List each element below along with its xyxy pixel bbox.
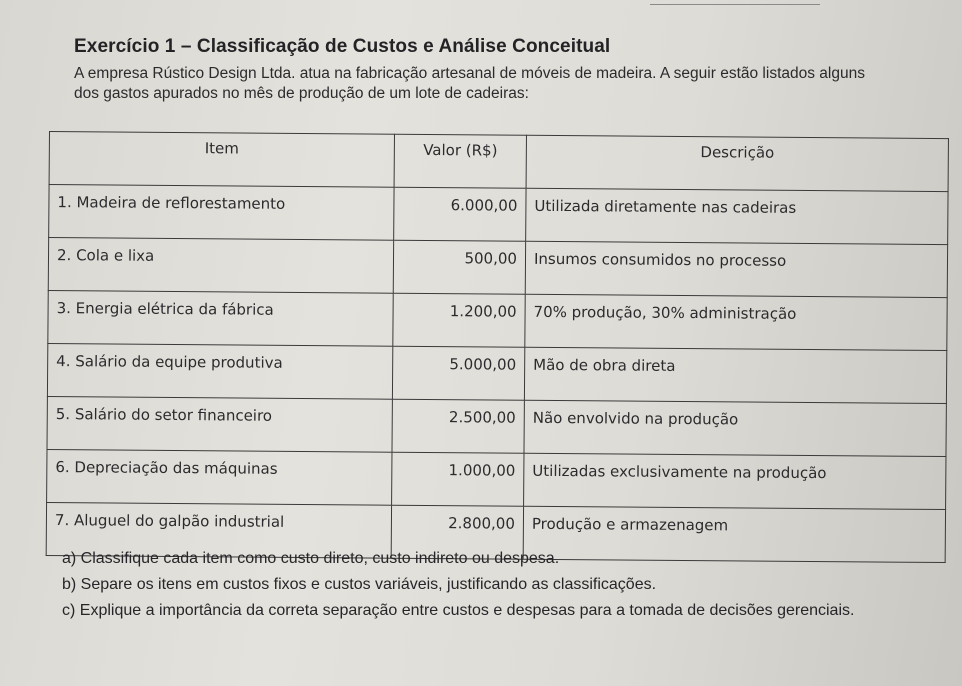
question-a: a) Classifique cada item como custo direto, custo indireto ou despesa. <box>62 550 560 567</box>
cost-table <box>46 131 949 563</box>
valor-cell: 2.500,00 <box>392 399 524 453</box>
item-cell: 2. Cola e lixa <box>48 238 393 294</box>
table-row <box>48 290 947 350</box>
descricao-cell: Não envolvido na produção <box>524 400 946 456</box>
table-row <box>47 396 946 456</box>
intro-paragraph: A empresa Rústico Design Ltda. atua na fabricação artesanal de móveis de madeira. A seguir estão listados alguns dos gastos apurados no mês de produção de um lote de cadeiras: <box>74 65 865 102</box>
descricao-cell: Mão de obra direta <box>524 347 946 403</box>
descricao-cell: Utilizada diretamente nas cadeiras <box>526 188 948 244</box>
header-item: Item <box>49 132 394 188</box>
descricao-cell: 70% produção, 30% administração <box>525 294 947 350</box>
question-c: c) Explique a importância da correta separação entre custos e despesas para a tomada de decisões gerenciais. <box>62 602 855 619</box>
descricao-cell: Insumos consumidos no processo <box>525 241 947 297</box>
table-header-row <box>49 132 948 192</box>
questions-list <box>62 546 922 624</box>
item-cell: 4. Salário da equipe produtiva <box>47 343 392 399</box>
valor-cell: 500,00 <box>393 240 525 294</box>
valor-cell: 1.000,00 <box>392 452 524 506</box>
question-b: b) Separe os itens em custos fixos e custos variáveis, justificando as classificações. <box>62 576 657 593</box>
valor-cell: 5.000,00 <box>392 346 524 400</box>
item-cell: 7. Aluguel do galpão industrial <box>46 502 391 558</box>
table-row <box>47 449 946 509</box>
item-cell: 6. Depreciação das máquinas <box>47 449 392 505</box>
table-row <box>47 343 946 403</box>
valor-cell: 6.000,00 <box>394 187 526 241</box>
valor-cell: 1.200,00 <box>393 293 525 347</box>
header-valor: Valor (R$) <box>394 134 526 188</box>
header-rule <box>650 4 820 5</box>
item-cell: 3. Energia elétrica da fábrica <box>48 290 393 346</box>
table-row <box>48 238 947 298</box>
valor-cell: 2.800,00 <box>391 505 523 559</box>
exercise-title: Exercício 1 – Classificação de Custos e Análise Conceitual <box>74 36 611 57</box>
table-row <box>49 185 948 245</box>
item-cell: 5. Salário do setor financeiro <box>47 396 392 452</box>
item-cell: 1. Madeira de reflorestamento <box>49 185 394 241</box>
descricao-cell: Utilizadas exclusivamente na produção <box>524 453 946 509</box>
header-descricao: Descrição <box>526 135 948 191</box>
descricao-cell: Produção e armazenagem <box>523 506 945 562</box>
